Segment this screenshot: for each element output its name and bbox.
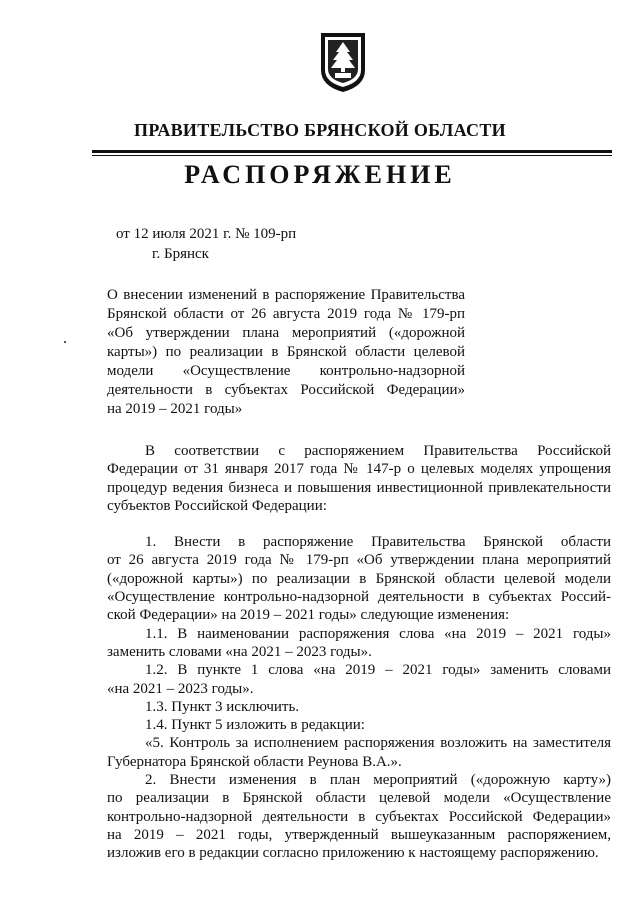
item-line: от 26 августа 2019 года № 179-рп «Об утверждении плана мероприятий [107,552,611,569]
item-line: ской Федерации» на 2019 – 2021 годы» следующие изменения: [107,607,510,624]
item-line: «Осуществление контрольно-надзорной деятельности в субъектах Россий- [107,589,611,606]
item-line: «5. Контроль за исполнением распоряжения возложить на заместителя [145,735,611,752]
document-subject [107,286,465,419]
item-line: на 2019 – 2021 годы, утвержденный вышеуказанным распоряжением, [107,826,611,843]
paragraph-gap [107,515,611,533]
subject-line: на 2019 – 2021 годы» [107,401,243,417]
item-line: Губернатора Брянской области Реунова В.А.». [107,753,402,770]
header-rule-thin [92,155,612,156]
preamble-line: субъектов Российской Федерации: [107,497,327,514]
preamble-line: процедур ведения бизнеса и повышения инвестиционной привлекательности [107,479,611,496]
document-date-number: от 12 июля 2021 г. № 109-рп [116,226,297,242]
item-line: заменить словами «на 2021 – 2023 годы». [107,643,372,660]
item-line: 1.3. Пункт 3 исключить. [145,698,300,715]
item-line: 1.2. В пункте 1 слова «на 2019 – 2021 годы» заменить словами [145,662,611,679]
item-line: изложив его в редакции согласно приложению к настоящему распоряжению. [107,845,599,862]
subject-line: карты») по реализации в Брянской области целевой [107,344,465,360]
subject-line: Брянской области от 26 августа 2019 года № 179-рп [107,306,465,322]
subject-line: деятельности в субъектах Российской Федерации» [107,382,465,398]
item-line: («дорожной карты») по реализации в Брянской области целевой модели [107,570,611,587]
item-line: 1.4. Пункт 5 изложить в редакции: [145,717,365,734]
document-body [107,442,611,863]
header-rule-thick [92,150,612,153]
item-line: контрольно-надзорной деятельности в субъектах Российской Федерации» [107,808,611,825]
item-line: по реализации в Брянской области целевой модели «Осуществление [107,790,611,807]
scan-mark [64,341,66,343]
subject-line: модели «Осуществление контрольно-надзорной [107,363,465,379]
document-type-title: РАСПОРЯЖЕНИЕ [184,160,456,189]
coat-of-arms-icon [318,30,368,94]
document-city: г. Брянск [152,246,209,262]
subject-line: О внесении изменений в распоряжение Правительства [107,287,465,303]
item-line: 1. Внести в распоряжение Правительства Брянской области [145,534,611,551]
item-line: 1.1. В наименовании распоряжения слова «на 2019 – 2021 годы» [145,625,611,642]
preamble-line: Федерации от 31 января 2017 года № 147-р о целевых моделях упрощения [107,461,611,478]
preamble-line: В соответствии с распоряжением Правительства Российской [145,443,611,459]
item-line: 2. Внести изменения в план мероприятий («дорожную карту») [145,772,611,789]
item-line: «на 2021 – 2023 годы». [107,680,254,697]
organization-name: ПРАВИТЕЛЬСТВО БРЯНСКОЙ ОБЛАСТИ [134,120,506,140]
subject-line: «Об утверждении плана мероприятий («дорожной [107,325,465,341]
